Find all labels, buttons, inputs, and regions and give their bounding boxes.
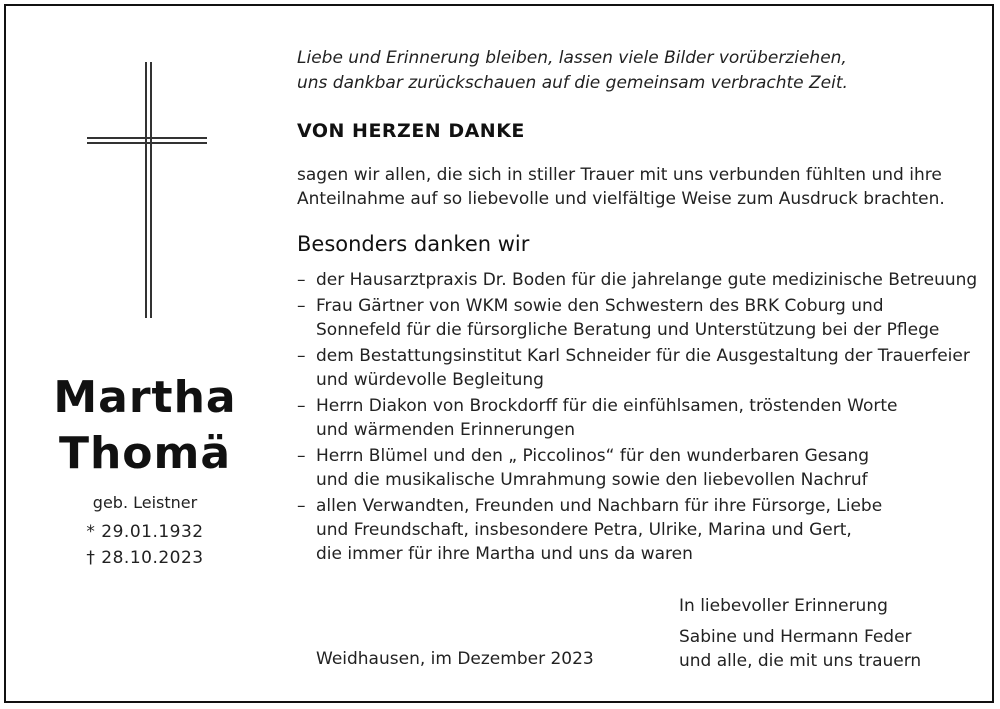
list-item-line: der Hausarztpraxis Dr. Boden für die jahrelange gute medizinische Betreuung	[316, 270, 978, 290]
list-item	[297, 494, 987, 566]
place-and-date: Weidhausen, im Dezember 2023	[316, 649, 594, 669]
list-item	[297, 294, 987, 342]
signoff-others: und alle, die mit uns trauern	[679, 651, 922, 671]
dash-bullet: –	[297, 496, 306, 516]
quote-line: uns dankbar zurückschauen auf die gemeinsam verbrachte Zeit.	[297, 73, 848, 93]
list-item	[297, 268, 987, 292]
dash-bullet: –	[297, 396, 306, 416]
list-item-line: dem Bestattungsinstitut Karl Schneider für die Ausgestaltung der Trauerfeier	[316, 346, 970, 366]
list-item-line: und wärmenden Erinnerungen	[316, 420, 576, 440]
dash-bullet: –	[297, 346, 306, 366]
list-item-line: und Freundschaft, insbesondere Petra, Ulrike, Marina und Gert,	[316, 520, 852, 540]
dash-bullet: –	[297, 296, 306, 316]
last-name: Thomä	[58, 428, 232, 479]
list-item-line: die immer für ihre Martha und uns da waren	[316, 544, 693, 564]
dash-bullet: –	[297, 270, 306, 290]
maiden-name: geb. Leistner	[92, 493, 198, 512]
signoff-family: Sabine und Hermann Feder	[679, 627, 912, 647]
cross-icon	[87, 62, 207, 318]
list-item-line: und würdevolle Begleitung	[316, 370, 544, 390]
quote-line: Liebe und Erinnerung bleiben, lassen viele Bilder vorüberziehen,	[297, 48, 847, 68]
death-date: † 28.10.2023	[86, 548, 204, 568]
list-item	[297, 444, 987, 492]
first-name: Martha	[53, 372, 237, 423]
memorial-quote	[297, 46, 848, 96]
list-item-line: Sonnefeld für die fürsorgliche Beratung und Unterstützung bei der Pflege	[316, 320, 940, 340]
thanks-heading: VON HERZEN DANKE	[297, 120, 525, 142]
dash-bullet: –	[297, 446, 306, 466]
thanks-intro	[297, 163, 987, 211]
list-item-line: Herrn Diakon von Brockdorff für die einfühlsamen, tröstenden Worte	[316, 396, 898, 416]
list-item	[297, 394, 987, 442]
birth-date: * 29.01.1932	[86, 522, 204, 542]
signoff-intro: In liebevoller Erinnerung	[679, 596, 888, 616]
list-item-line: allen Verwandten, Freunden und Nachbarn für ihre Fürsorge, Liebe	[316, 496, 883, 516]
thanks-list	[297, 268, 987, 568]
signoff-names	[679, 625, 921, 673]
list-item-line: Herrn Blümel und den „ Piccolinos“ für den wunderbaren Gesang	[316, 446, 870, 466]
list-item-line: Frau Gärtner von WKM sowie den Schwestern des BRK Coburg und	[316, 296, 884, 316]
intro-line: sagen wir allen, die sich in stiller Trauer mit uns verbunden fühlten und ihre	[297, 165, 942, 185]
list-item	[297, 344, 987, 392]
special-thanks-heading: Besonders danken wir	[297, 232, 530, 256]
intro-line: Anteilnahme auf so liebevolle und vielfältige Weise zum Ausdruck brachten.	[297, 189, 945, 209]
list-item-line: und die musikalische Umrahmung sowie den liebevollen Nachruf	[316, 470, 868, 490]
